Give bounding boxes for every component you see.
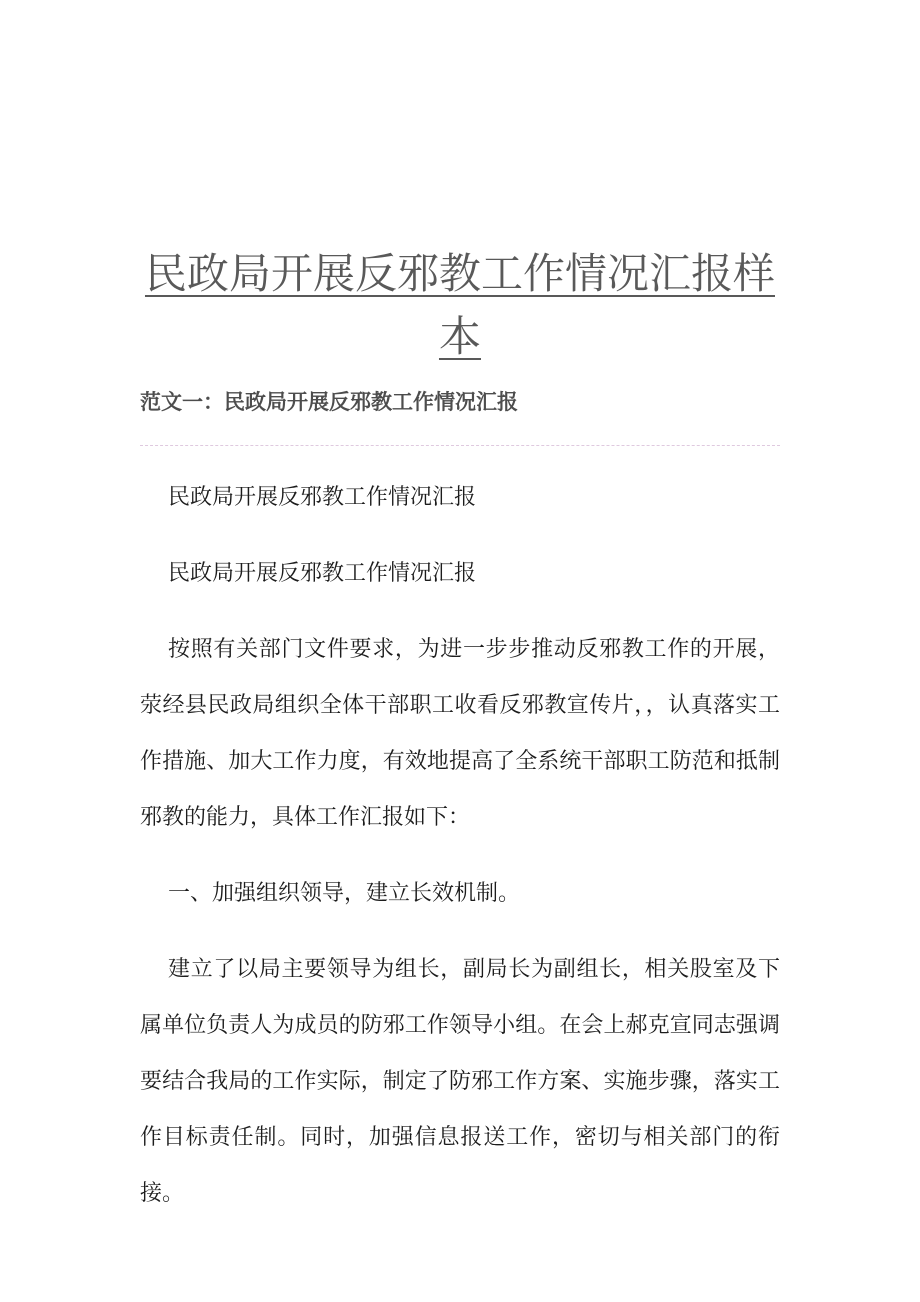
- body-text: [140, 469, 780, 1221]
- section-heading: 范文一：民政局开展反邪教工作情况汇报: [140, 391, 518, 414]
- paragraph-section-one-body: 建立了以局主要领导为组长，副局长为副组长，相关股室及下属单位负责人为成员的防邪工作领导小组。在会上郝克宣同志强调要结合我局的工作实际，制定了防邪工作方案、实施步骤，落实工作目标责任制。同时，加强信息报送工作，密切与相关部门的衔接。: [140, 956, 780, 1205]
- paragraph-section-one-heading: 一、加强组织领导，建立长效机制。: [168, 880, 521, 905]
- document-title: 民政局开展反邪教工作情况汇报样本: [144, 250, 775, 360]
- paragraph-repeat-title-1: 民政局开展反邪教工作情况汇报: [168, 484, 477, 509]
- paragraph-intro: 按照有关部门文件要求，为进一步步推动反邪教工作的开展，荥经县民政局组织全体干部职工收看反邪教宣传片，，认真落实工作措施、加大工作力度，有效地提高了全系统干部职工防范和抵制邪教的能力，具体工作汇报如下：: [140, 636, 780, 829]
- divider-line: [140, 445, 780, 446]
- paragraph-repeat-title-2: 民政局开展反邪教工作情况汇报: [168, 560, 477, 585]
